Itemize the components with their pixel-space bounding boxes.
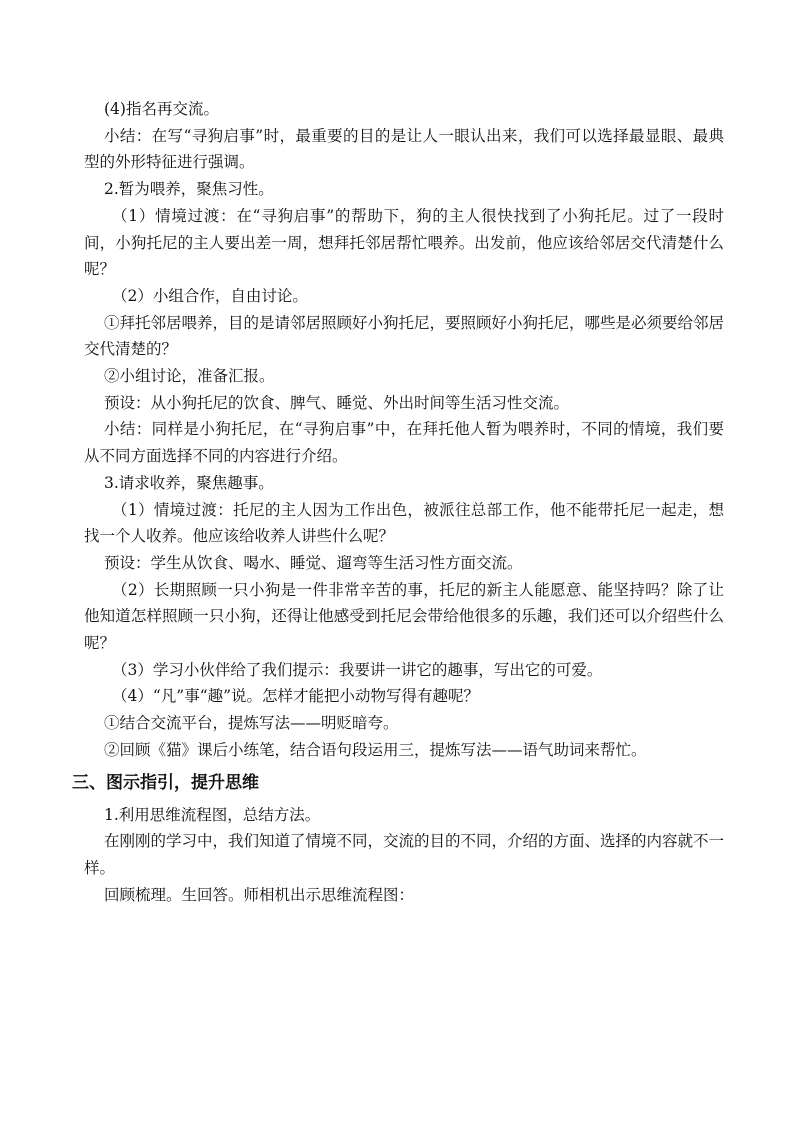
paragraph-group-bottom xyxy=(84,802,724,909)
paragraph-p15: （4）“凡”事“趣”说。怎样才能把小动物写得有趣呢？ xyxy=(112,687,480,706)
paragraph-p10: 3.请求收养，聚焦趣事。 xyxy=(104,473,274,492)
document-body xyxy=(72,96,725,908)
paragraph-p4: （1）情境过渡：在“寻狗启事”的帮助下，狗的主人很快找到了小狗托尼。过了一段时间，小狗托尼的主人要出差一周，想拜托邻居帮忙喂养。出发前，他应该给邻居交代清楚什么呢？ xyxy=(84,206,724,279)
paragraph-p6: ①拜托邻居喂养，目的是请邻居照顾好小狗托尼，要照顾好小狗托尼，哪些是必须要给邻居交代清楚的？ xyxy=(84,313,725,359)
paragraph-p16: ①结合交流平台，提炼写法——明贬暗夸。 xyxy=(104,714,399,733)
paragraph-p14: （3）学习小伙伴给了我们提示：我要讲一讲它的趣事，写出它的可爱。 xyxy=(112,660,603,679)
paragraph-p12: 预设：学生从饮食、喝水、睡觉、遛弯等生活习性方面交流。 xyxy=(104,553,523,572)
paragraph-p11: （1）情境过渡：托尼的主人因为工作出色，被派往总部工作，他不能带托尼一起走，想找一个人收养。他应该给收养人讲些什么呢？ xyxy=(84,500,724,546)
section-heading: 三、图示指引，提升思维 xyxy=(72,772,259,793)
paragraph-p18: 1.利用思维流程图，总结方法。 xyxy=(104,805,321,824)
paragraph-p1: (4)指名再交流。 xyxy=(104,100,219,118)
paragraph-p17: ②回顾《猫》课后小练笔，结合语句段运用三，提炼写法——语气助词来帮忙。 xyxy=(104,740,647,759)
paragraph-p8: 预设：从小狗托尼的饮食、脾气、睡觉、外出时间等生活习性交流。 xyxy=(104,393,570,412)
paragraph-p5: （2）小组合作，自由讨论。 xyxy=(112,286,308,305)
paragraph-p19: 在刚刚的学习中，我们知道了情境不同，交流的目的不同，介绍的方面、选择的内容就不一样。 xyxy=(84,832,725,877)
paragraph-p2: 小结：在写“寻狗启事”时，最重要的目的是让人一眼认出来，我们可以选择最显眼、最典型的外形特征进行强调。 xyxy=(84,126,724,172)
paragraph-p13: （2）长期照顾一只小狗是一件非常辛苦的事，托尼的新主人能愿意、能坚持吗？除了让他知道怎样照顾一只小狗，还得让他感受到托尼会带给他很多的乐趣，我们还可以介绍些什么呢？ xyxy=(84,580,724,653)
paragraph-p3: 2.暂为喂养，聚焦习性。 xyxy=(104,180,274,199)
paragraph-p7: ②小组讨论，准备汇报。 xyxy=(104,367,275,386)
paragraph-p20: 回顾梳理。生回答。师相机出示思维流程图： xyxy=(104,885,415,904)
paragraph-group-top xyxy=(84,96,724,764)
paragraph-p9: 小结：同样是小狗托尼，在“寻狗启事”中，在拜托他人暂为喂养时，不同的情境，我们要从不同方面选择不同的内容进行介绍。 xyxy=(84,420,724,466)
